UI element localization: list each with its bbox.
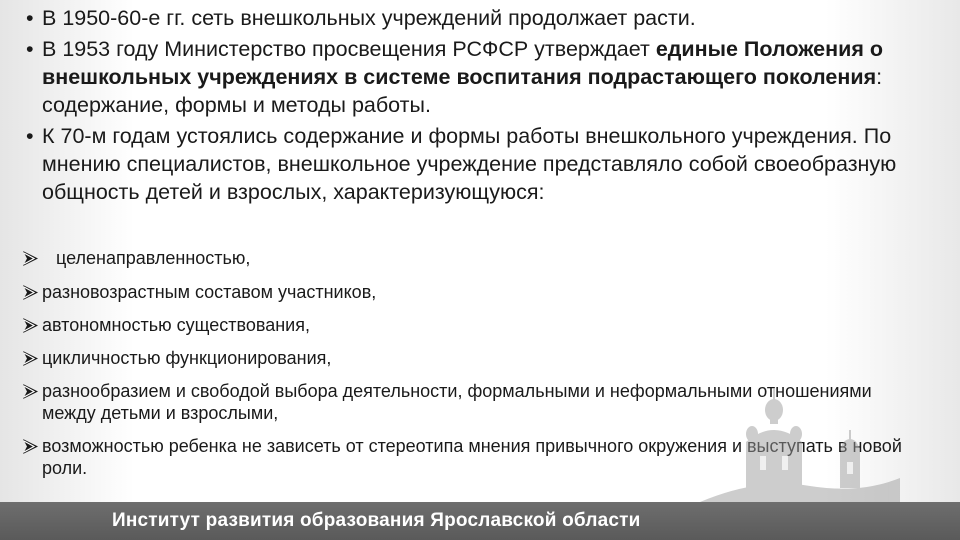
institute-name: Институт развития образования Ярославской области <box>112 510 641 531</box>
trait-text: цикличностью функционирования, <box>42 348 332 368</box>
bullet-dot: • <box>26 6 34 30</box>
bullet-text: В 1950-60-е гг. сеть внешкольных учреждений продолжает расти. <box>42 6 696 30</box>
trait-text: возможностью ребенка не зависеть от стереотипа мнения привычного окружения и выступать в новой роли. <box>42 436 902 478</box>
trait-item <box>22 247 922 269</box>
arrow-right-icon <box>22 284 39 301</box>
church-silhouette-icon <box>700 382 900 502</box>
trait-item <box>22 314 922 336</box>
trait-text: целенаправленностью, <box>56 248 251 268</box>
trait-text: разнообразием и свободой выбора деятельности, формальными и неформальными отношениями между детьми и взрослыми, <box>42 381 872 423</box>
bullet-item <box>18 122 918 206</box>
trait-text: автономностью существования, <box>42 315 310 335</box>
bullet-text-bold: единые Положения о внешкольных учреждениях в системе воспитания подрастающего поколения <box>42 37 883 89</box>
trait-text: разновозрастным составом участников, <box>42 282 377 302</box>
arrow-right-icon <box>22 383 39 400</box>
bullet-text-post: : содержание, формы и методы работы. <box>42 65 883 117</box>
arrow-right-icon <box>22 350 39 367</box>
bullet-list <box>18 4 918 209</box>
bullet-dot: • <box>26 37 34 61</box>
bullet-item <box>18 4 918 32</box>
trait-item <box>22 281 922 303</box>
trait-item <box>22 347 922 369</box>
arrow-right-icon <box>22 438 39 455</box>
bullet-dot: • <box>26 124 34 148</box>
arrow-right-icon <box>22 317 39 334</box>
bullet-text: К 70-м годам устоялись содержание и формы работы внешкольного учреждения. По мнению специалистов, внешкольное учреждение представляло собой своеобразную общность детей и взрослых, характеризующуюся: <box>42 124 897 204</box>
bullet-item <box>18 35 918 119</box>
arrow-right-icon <box>22 250 39 267</box>
bullet-text-pre: В 1953 году Министерство просвещения РСФСР утверждает <box>42 37 656 61</box>
footer-bar <box>0 502 960 540</box>
